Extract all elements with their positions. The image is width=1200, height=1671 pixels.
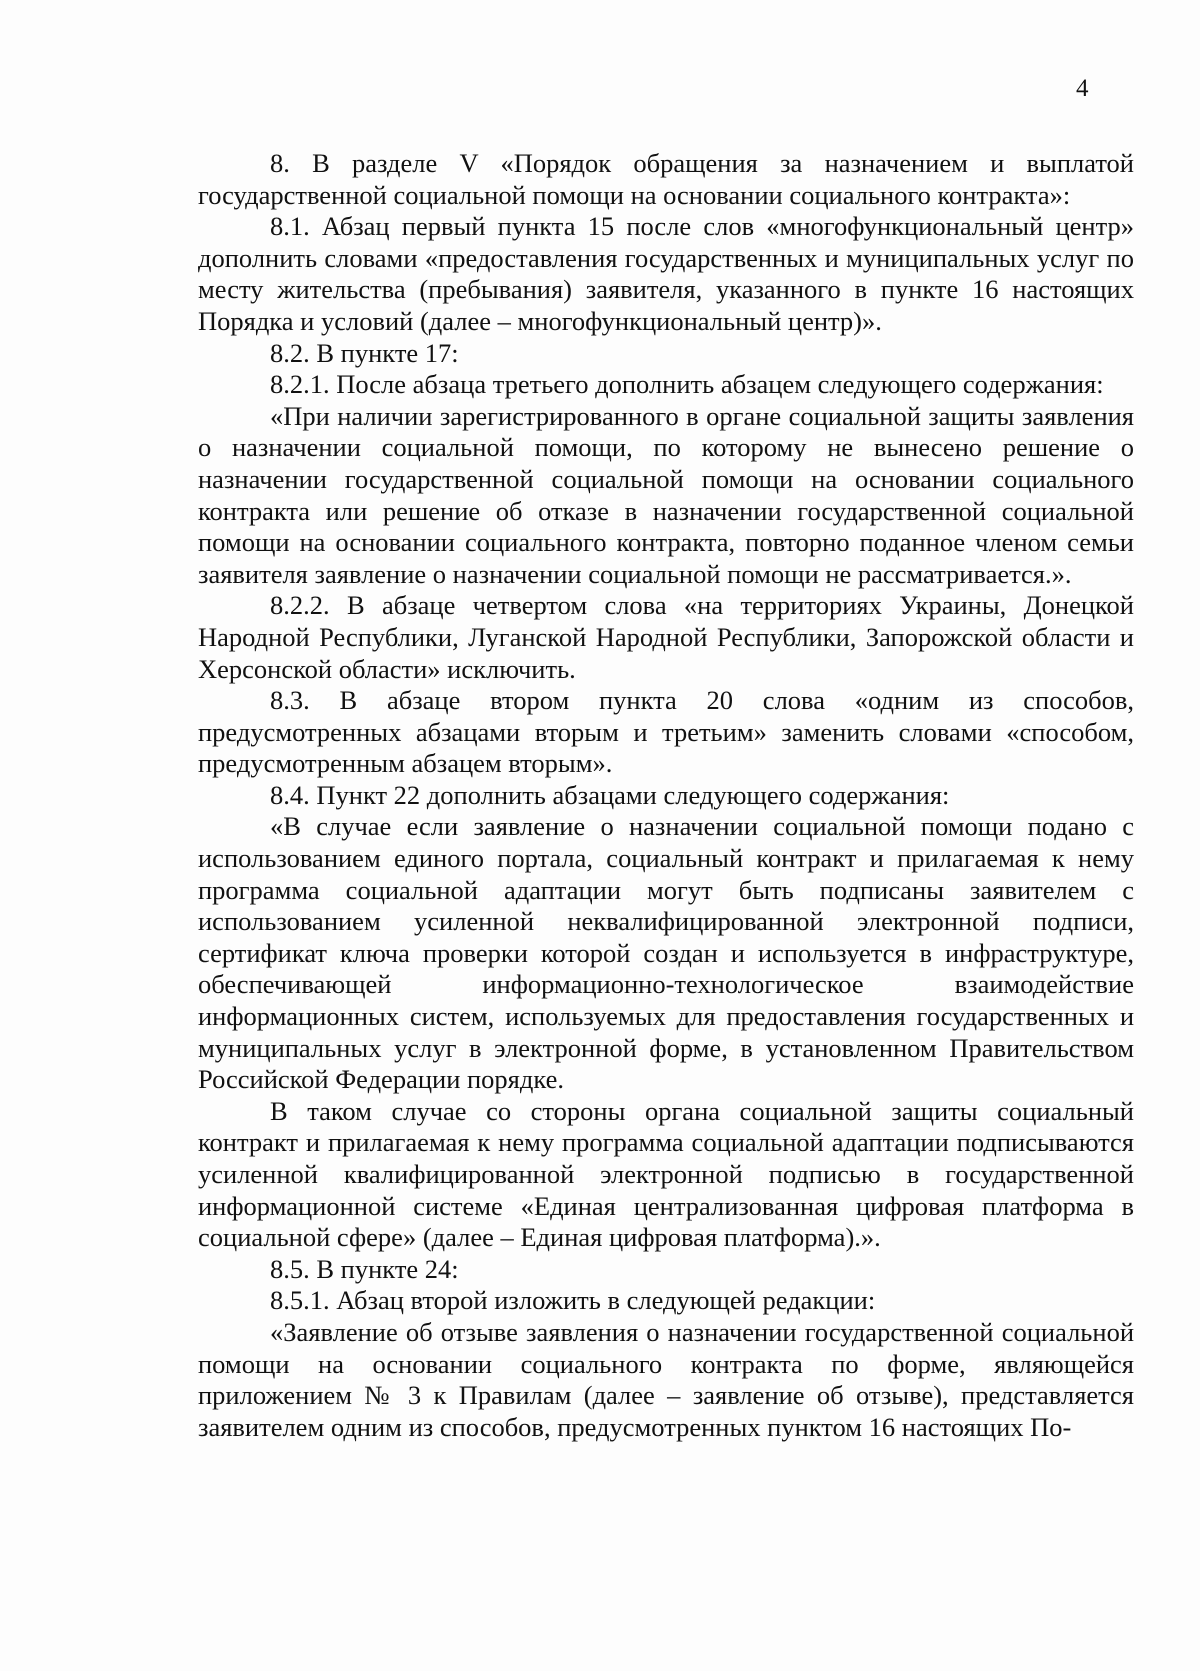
paragraph-8-2: 8.2. В пункте 17: bbox=[270, 337, 459, 368]
paragraph-8-3: 8.3. В абзаце втором пункта 20 слова «одним из способов, предусмотренных абзацами вторым и третьим» заменить словами «способом, предусмотренным абзацем вторым». bbox=[198, 685, 1134, 779]
page-number: 4 bbox=[1076, 75, 1089, 102]
document-body bbox=[198, 148, 1134, 1443]
paragraph-8-2-2: 8.2.2. В абзаце четвертом слова «на территориях Украины, Донецкой Народной Республики, Луганской Народной Республики, Запорожской области и Херсонской области» исключить. bbox=[198, 590, 1134, 684]
paragraph-8-5-1: 8.5.1. Абзац второй изложить в следующей редакции: bbox=[270, 1285, 876, 1316]
quoted-paragraph: В таком случае со стороны органа социальной защиты социальный контракт и прилагаемая к нему программа социальной адаптации подписываются усиленной квалифицированной электронной подписью в государственной информационной системе «Единая централизованная цифровая платформа в социальной сфере» (далее – Единая цифровая платформа).». bbox=[198, 1095, 1134, 1253]
paragraph-8-5: 8.5. В пункте 24: bbox=[270, 1253, 459, 1284]
paragraph-8: 8. В разделе V «Порядок обращения за назначением и выплатой государственной социальной помощи на основании социального контракта»: bbox=[198, 148, 1134, 210]
paragraph-8-1: 8.1. Абзац первый пункта 15 после слов «многофункциональный центр» дополнить словами «предоставления государственных и муниципальных услуг по месту жительства (пребывания) заявителя, указанного в пункте 16 настоящих Порядка и условий (далее – многофункциональный центр)». bbox=[198, 211, 1134, 336]
paragraph-8-2-1: 8.2.1. После абзаца третьего дополнить абзацем следующего содержания: bbox=[270, 369, 1104, 400]
quoted-paragraph: «При наличии зарегистрированного в органе социальной защиты заявления о назначении социальной помощи, по которому не вынесено решение о назначении государственной социальной помощи на основании социального контракта или решение об отказе в назначении государственной социальной помощи на основании социального контракта, повторно поданное членом семьи заявителя заявление о назначении социальной помощи не рассматривается.». bbox=[198, 400, 1134, 589]
quoted-paragraph: «Заявление об отзыве заявления о назначении государственной социальной помощи на основании социального контракта по форме, являющейся приложением № 3 к Правилам (далее – заявление об отзыве), представляется заявителем одним из способов, предусмотренных пунктом 16 настоящих По- bbox=[198, 1316, 1134, 1442]
paragraph-8-4: 8.4. Пункт 22 дополнить абзацами следующего содержания: bbox=[270, 779, 950, 810]
quoted-paragraph: «В случае если заявление о назначении социальной помощи подано с использованием единого портала, социальный контракт и прилагаемая к нему программа социальной адаптации могут быть подписаны заявителем с использованием усиленной неквалифицированной электронной подписи, сертификат ключа проверки которой создан и используется в инфраструктуре, обеспечивающей информационно-технологическое взаимодействие информационных систем, используемых для предоставления государственных и муниципальных услуг в электронной форме, в установленном Правительством Российской Федерации порядке. bbox=[198, 811, 1134, 1095]
